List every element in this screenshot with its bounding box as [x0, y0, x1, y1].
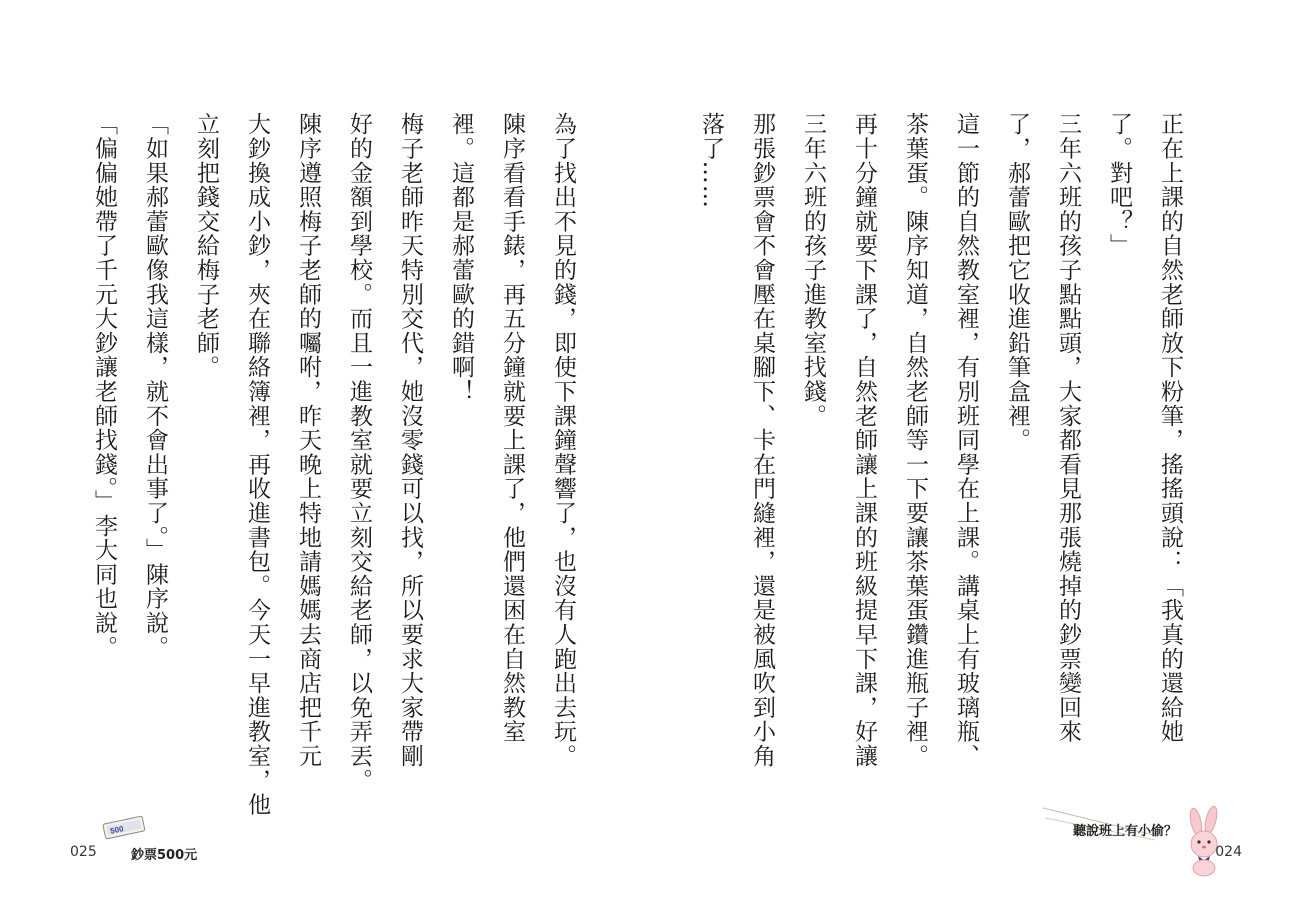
paragraph: 那張鈔票會不會壓在桌腳下、卡在門縫裡，還是被風吹到小角 [749, 112, 775, 769]
paragraph: 大鈔換成小鈔，夾在聯絡簿裡，再收進書包。今天一早進教室，他 [244, 112, 270, 817]
paragraph: 茶葉蛋。陳序知道，自然老師等一下要讓茶葉蛋鑽進瓶子裡。 [902, 112, 928, 769]
paragraph: 立刻把錢交給梅子老師。 [193, 112, 219, 380]
paragraph: 「偏偏她帶了千元大鈔讓老師找錢。」李大同也說。 [91, 112, 117, 660]
left-page-text [78, 112, 588, 817]
paragraph: 陳序遵照梅子老師的囑咐，昨天晚上特地請媽媽去商店把千元 [295, 112, 321, 769]
paragraph: 再十分鐘就要下課了，自然老師讓上課的班級提早下課，好讓 [851, 112, 877, 769]
paragraph: 裡。這都是郝蕾歐的錯啊！ [448, 112, 474, 404]
page-number: 024 [1215, 844, 1242, 860]
right-page-text [685, 112, 1195, 784]
paragraph: 正在上課的自然老師放下粉筆，搖搖頭說：「我真的還給她 [1157, 112, 1183, 744]
paragraph: 梅子老師昨天特別交代，她沒零錢可以找，所以要求大家帶剛 [397, 112, 423, 769]
paragraph: 三年六班的孩子進教室找錢。 [800, 112, 826, 428]
paragraph: 好的金額到學校。而且一進教室就要立刻交給老師，以免弄丟。 [346, 112, 372, 793]
paragraph: 這一節的自然教室裡，有別班同學在上課。講桌上有玻璃瓶、 [953, 112, 979, 769]
chapter-title: 鈔票500元 [131, 848, 198, 863]
paragraph: 了，郝蕾歐把它收進鉛筆盒裡。 [1004, 112, 1030, 453]
paragraph: 三年六班的孩子點點頭，大家都看見那張燒掉的鈔票變回來 [1055, 112, 1081, 744]
paragraph: 陳序看看手錶，再五分鐘就要上課了，他們還困在自然教室 [499, 112, 525, 744]
chapter-title: 聽說班上有小偷？ [1072, 824, 1177, 839]
paragraph: 了。對吧？」 [1106, 112, 1132, 258]
rabbit-icon [1180, 806, 1228, 878]
page-number: 025 [70, 844, 97, 860]
right-page [657, 0, 1313, 905]
paragraph: 「如果郝蕾歐像我這樣，就不會出事了。」陳序說。 [142, 112, 168, 660]
paragraph: 落了…… [698, 112, 724, 210]
banknote-icon [101, 814, 147, 842]
paragraph: 為了找出不見的錢，即使下課鐘聲響了，也沒有人跑出去玩。 [550, 112, 576, 769]
left-page [0, 0, 656, 905]
banknote-label: 500 [109, 824, 125, 836]
